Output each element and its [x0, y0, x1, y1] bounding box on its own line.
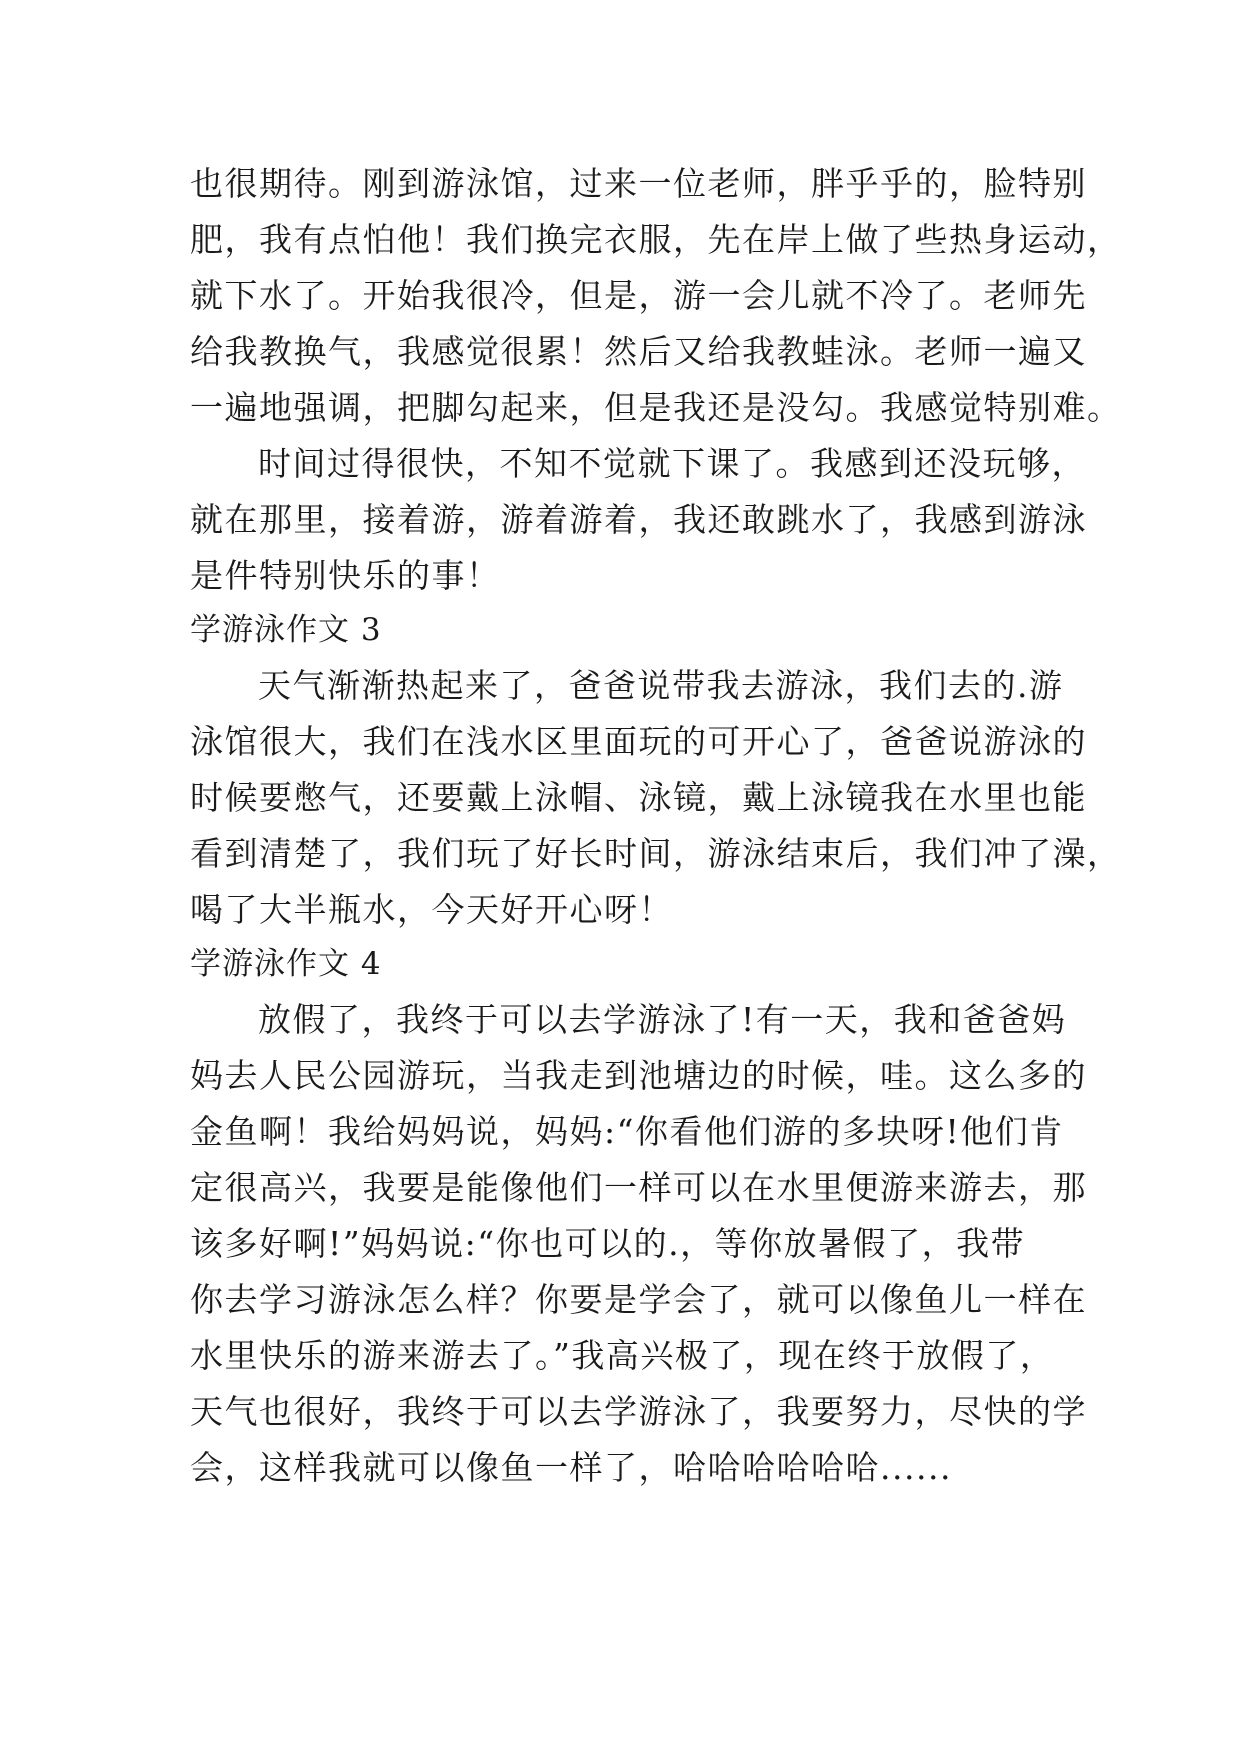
paragraph-line: 就下水了。开始我很冷，但是，游一会儿就不冷了。老师先 [190, 276, 1087, 315]
paragraph-line: 会，这样我就可以像鱼一样了，哈哈哈哈哈哈...... [190, 1448, 952, 1487]
paragraph-line: 妈去人民公园游玩，当我走到池塘边的时候，哇。这么多的 [190, 1056, 1087, 1095]
paragraph-line: 金鱼啊！我给妈妈说，妈妈:“你看他们游的多块呀!他们肯 [190, 1112, 1064, 1151]
paragraph-line: 该多好啊!”妈妈说:“你也可以的.，等你放暑假了，我带 [190, 1224, 1026, 1263]
paragraph-line: 泳馆很大，我们在浅水区里面玩的可开心了，爸爸说游泳的 [190, 722, 1087, 761]
paragraph-line: 给我教换气，我感觉很累！然后又给我教蛙泳。老师一遍又 [190, 332, 1087, 371]
paragraph-line: 放假了，我终于可以去学游泳了!有一天，我和爸爸妈 [258, 1000, 1067, 1039]
paragraph-line: 肥，我有点怕他！我们换完衣服，先在岸上做了些热身运动， [190, 220, 1122, 259]
section-heading: 学游泳作文 3 [190, 612, 382, 648]
paragraph-line: 一遍地强调，把脚勾起来，但是我还是没勾。我感觉特别难。 [190, 388, 1122, 427]
paragraph-line: 天气渐渐热起来了，爸爸说带我去游泳，我们去的.游 [258, 666, 1064, 705]
paragraph-line: 定很高兴，我要是能像他们一样可以在水里便游来游去，那 [190, 1168, 1087, 1207]
paragraph-line: 时间过得很快，不知不觉就下课了。我感到还没玩够， [258, 444, 1086, 483]
paragraph-line: 喝了大半瓶水，今天好开心呀！ [190, 890, 673, 929]
paragraph-line: 水里快乐的游来游去了。”我高兴极了，现在终于放假了， [190, 1336, 1055, 1375]
section-heading: 学游泳作文 4 [190, 946, 382, 982]
paragraph-line: 天气也很好，我终于可以去学游泳了，我要努力，尽快的学 [190, 1392, 1087, 1431]
paragraph-line: 看到清楚了，我们玩了好长时间，游泳结束后，我们冲了澡， [190, 834, 1122, 873]
paragraph-line: 时候要憋气，还要戴上泳帽、泳镜，戴上泳镜我在水里也能 [190, 778, 1087, 817]
paragraph-line: 你去学习游泳怎么样？你要是学会了，就可以像鱼儿一样在 [190, 1280, 1087, 1319]
paragraph-line: 也很期待。刚到游泳馆，过来一位老师，胖乎乎的，脸特别 [190, 164, 1087, 203]
paragraph-line: 就在那里，接着游，游着游着，我还敢跳水了，我感到游泳 [190, 500, 1087, 539]
paragraph-line: 是件特别快乐的事！ [190, 556, 501, 595]
